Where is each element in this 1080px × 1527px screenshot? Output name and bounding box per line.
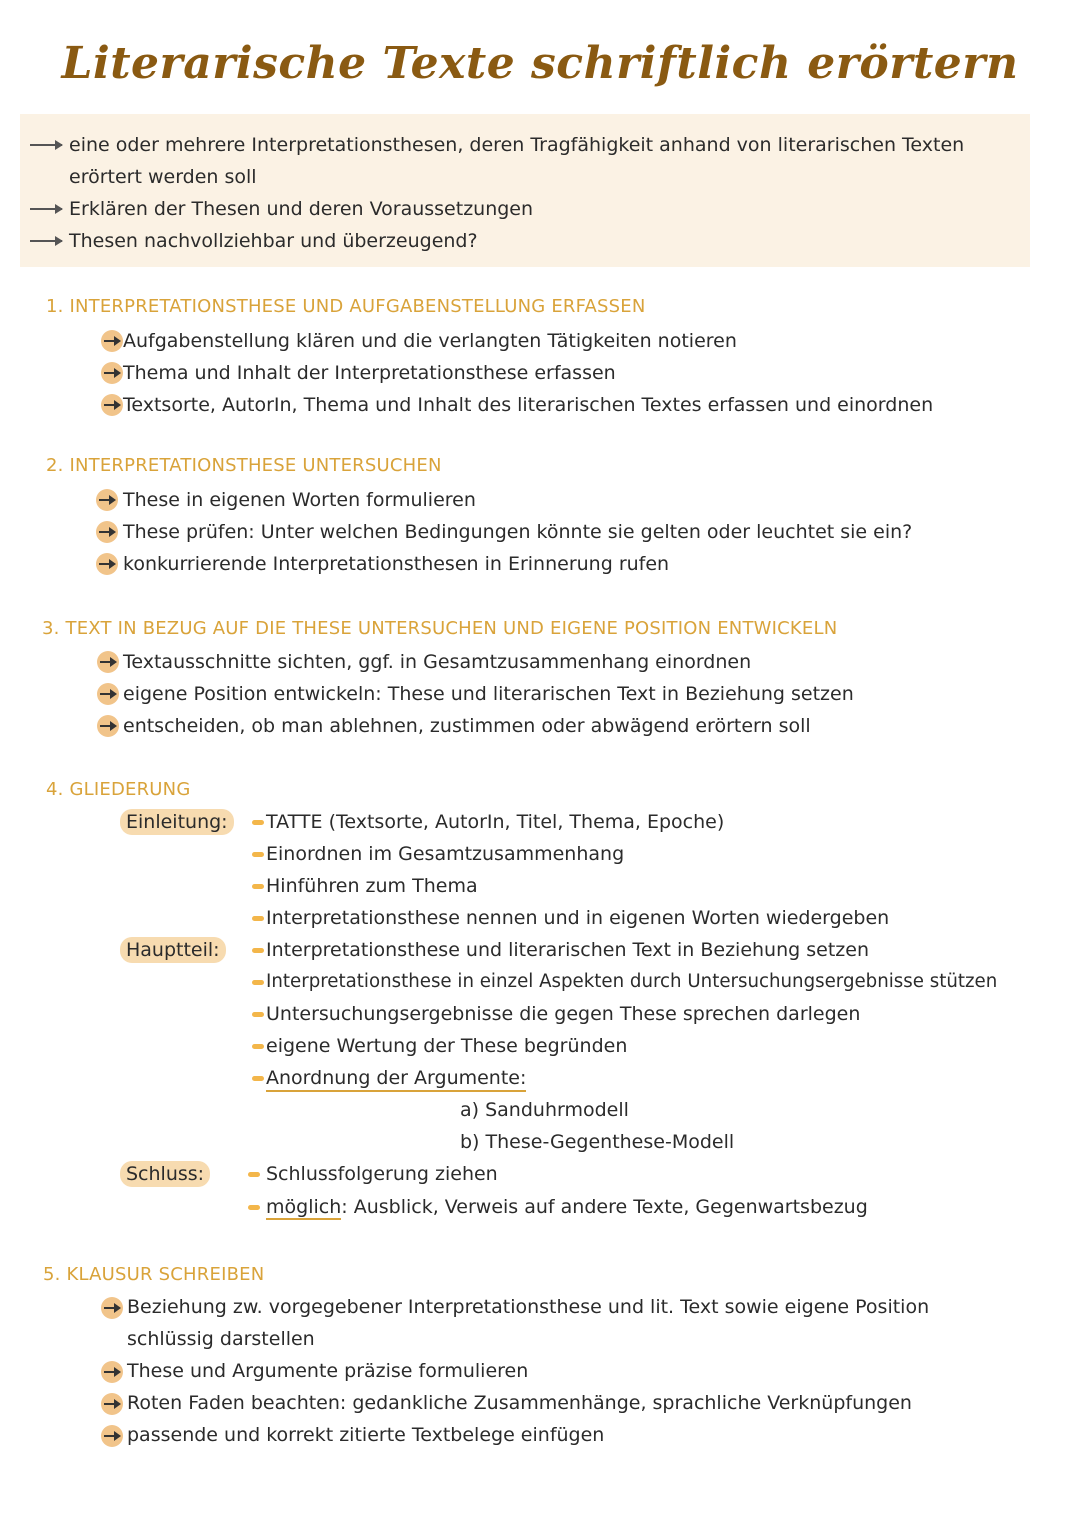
section-heading: 3. TEXT IN BEZUG AUF DIE THESE UNTERSUCHEN UND EIGENE POSITION ENTWICKELN	[42, 618, 838, 639]
list-item: Interpretationsthese in einzel Aspekten durch Untersuchungsergebnisse stützen	[266, 971, 998, 992]
model-item: b) These-Gegenthese-Modell	[460, 1131, 735, 1153]
section-heading: 5. KLAUSUR SCHREIBEN	[43, 1264, 265, 1285]
list-item: eigene Position entwickeln: These und literarischen Text in Beziehung setzen	[123, 683, 854, 705]
list-item: These prüfen: Unter welchen Bedingungen könnte sie gelten oder leuchtet sie ein?	[123, 521, 913, 543]
list-item: Interpretationsthese nennen und in eigenen Worten wiedergeben	[266, 907, 890, 929]
einleitung-label: Einleitung:	[120, 809, 234, 835]
list-item: Schlussfolgerung ziehen	[266, 1163, 498, 1185]
schluss-label: Schluss:	[120, 1161, 210, 1187]
dash-bullet-icon	[252, 980, 264, 985]
intro-line: erörtert werden soll	[69, 166, 257, 188]
arrow-bullet-icon	[97, 651, 119, 673]
list-item: Textsorte, AutorIn, Thema und Inhalt des literarischen Textes erfassen und einordnen	[123, 394, 934, 416]
list-item: Einordnen im Gesamtzusammenhang	[266, 843, 625, 865]
dash-bullet-icon	[252, 1076, 264, 1081]
arrow-icon	[30, 144, 62, 146]
arrow-bullet-icon	[97, 715, 119, 737]
list-item	[266, 1195, 868, 1219]
arrow-bullet-icon	[101, 1425, 123, 1447]
arrow-bullet-icon	[101, 330, 123, 352]
hauptteil-label: Hauptteil:	[120, 937, 226, 963]
arrow-bullet-icon	[96, 553, 118, 575]
dash-bullet-icon	[248, 1172, 260, 1177]
list-item: Textausschnitte sichten, ggf. in Gesamtzusammenhang einordnen	[123, 651, 752, 673]
intro-line: Thesen nachvollziehbar und überzeugend?	[69, 230, 478, 252]
arrow-bullet-icon	[101, 1393, 123, 1415]
section-heading: 1. INTERPRETATIONSTHESE UND AUFGABENSTELLUNG ERFASSEN	[46, 296, 646, 317]
list-item: konkurrierende Interpretationsthesen in Erinnerung rufen	[123, 553, 670, 575]
intro-line: Erklären der Thesen und deren Voraussetzungen	[69, 198, 534, 220]
dash-bullet-icon	[252, 916, 264, 921]
dash-bullet-icon	[252, 884, 264, 889]
list-item: eigene Wertung der These begründen	[266, 1035, 628, 1057]
section-heading: 4. GLIEDERUNG	[46, 779, 191, 800]
dash-bullet-icon	[252, 948, 264, 953]
list-item: TATTE (Textsorte, AutorIn, Titel, Thema, Epoche)	[266, 811, 725, 833]
arrow-icon	[30, 208, 62, 210]
intro-line: eine oder mehrere Interpretationsthesen, deren Tragfähigkeit anhand von literarischen Texten	[69, 134, 965, 156]
list-item: Thema und Inhalt der Interpretationsthese erfassen	[123, 362, 616, 384]
list-item: Untersuchungsergebnisse die gegen These sprechen darlegen	[266, 1003, 861, 1025]
dash-bullet-icon	[252, 1012, 264, 1017]
moeglich-text: : Ausblick, Verweis auf andere Texte, Gegenwartsbezug	[341, 1196, 868, 1218]
list-item: schlüssig darstellen	[127, 1328, 315, 1350]
moeglich-label: möglich	[266, 1196, 342, 1218]
list-item: Anordnung der Argumente:	[266, 1066, 526, 1092]
arrow-bullet-icon	[101, 1361, 123, 1383]
list-item: Beziehung zw. vorgegebener Interpretationsthese und lit. Text sowie eigene Position	[127, 1296, 930, 1318]
arrow-bullet-icon	[96, 489, 118, 511]
list-item: passende und korrekt zitierte Textbelege einfügen	[127, 1424, 605, 1446]
dash-bullet-icon	[252, 1044, 264, 1049]
arrow-bullet-icon	[97, 683, 119, 705]
list-item: Roten Faden beachten: gedankliche Zusammenhänge, sprachliche Verknüpfungen	[127, 1392, 912, 1414]
list-item: Aufgabenstellung klären und die verlangten Tätigkeiten notieren	[123, 330, 737, 352]
list-item: These und Argumente präzise formulieren	[127, 1360, 529, 1382]
arrow-bullet-icon	[101, 394, 123, 416]
list-item: Interpretationsthese und literarischen Text in Beziehung setzen	[266, 939, 869, 961]
dash-bullet-icon	[252, 852, 264, 857]
section-heading: 2. INTERPRETATIONSTHESE UNTERSUCHEN	[46, 455, 442, 476]
arrow-icon	[30, 240, 62, 242]
list-item: These in eigenen Worten formulieren	[123, 489, 476, 511]
arrow-bullet-icon	[101, 362, 123, 384]
dash-bullet-icon	[252, 820, 264, 825]
list-item: Hinführen zum Thema	[266, 875, 478, 897]
dash-bullet-icon	[248, 1205, 260, 1210]
arrow-bullet-icon	[101, 1297, 123, 1319]
arrow-bullet-icon	[96, 521, 118, 543]
page-title: Literarische Texte schriftlich erörtern	[61, 38, 1019, 89]
list-item: entscheiden, ob man ablehnen, zustimmen oder abwägend erörtern soll	[123, 715, 811, 737]
model-item: a) Sanduhrmodell	[460, 1099, 629, 1121]
